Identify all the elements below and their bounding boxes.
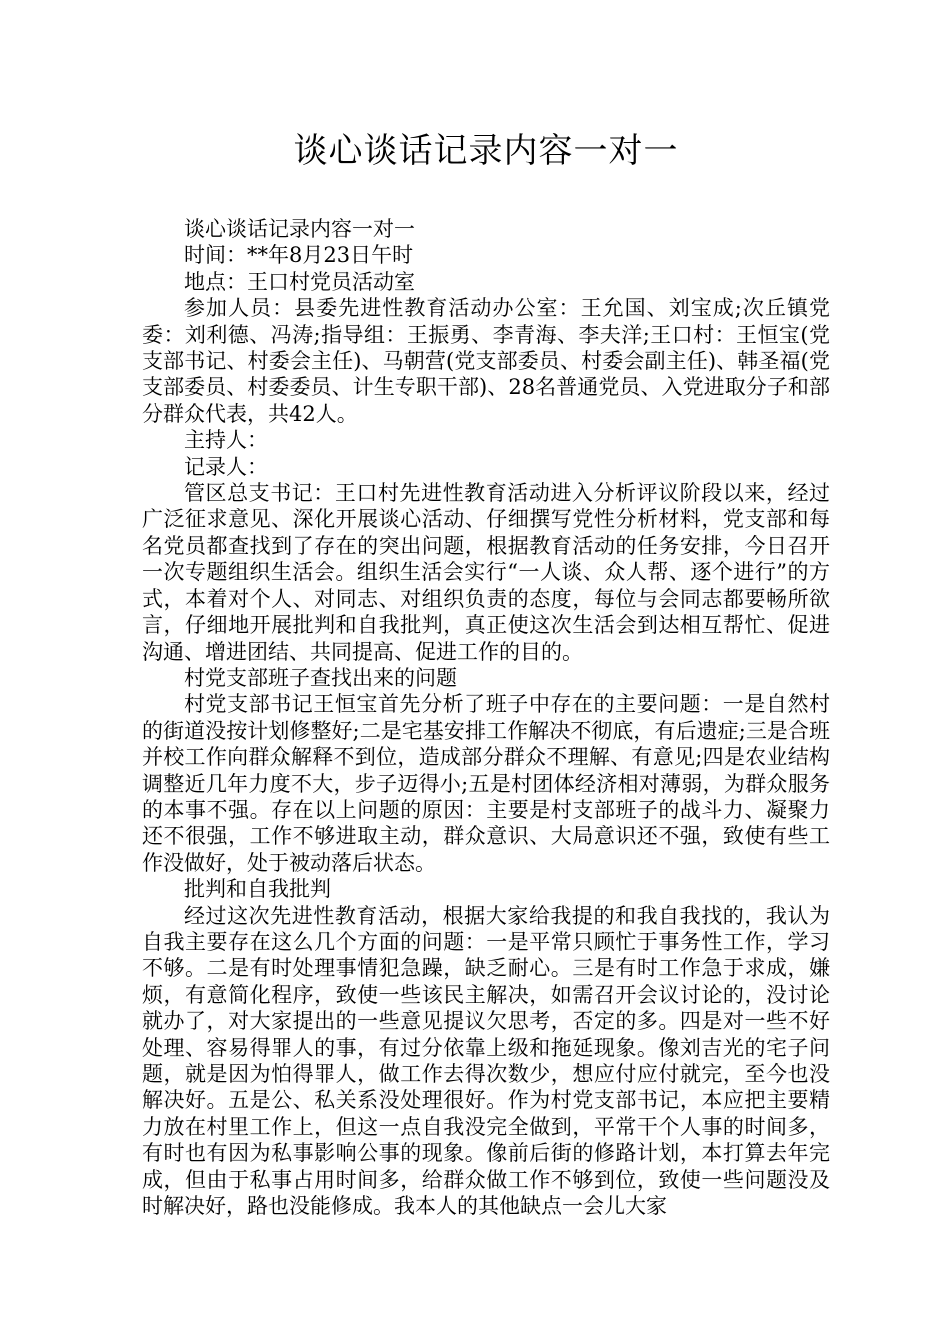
paragraph-participants: 参加人员：县委先进性教育活动办公室：王允国、刘宝成;次丘镇党委：刘利德、冯涛;指导组：王振勇、李青海、李夫洋;王口村：王恒宝(党支部书记、村委会主任)、马朝营(党支部委员、村委会副主任)、韩圣福(党支部委员、村委委员、计生专职干部)、28名普通党员、入党进取分子和部分群众代表，共42人。 bbox=[142, 296, 830, 426]
section-heading-criticism: 批判和自我批判 bbox=[184, 877, 331, 902]
document-page bbox=[142, 126, 830, 1219]
paragraph-recorder: 记录人： bbox=[184, 454, 268, 479]
paragraph-host: 主持人： bbox=[184, 428, 268, 453]
document-title: 谈心谈话记录内容一对一 bbox=[293, 131, 679, 171]
paragraph-self-criticism: 经过这次先进性教育活动，根据大家给我提的和我自我找的，我认为自我主要存在这么几个方面的问题：一是平常只顾忙于事务性工作，学习不够。二是有时处理事情犯急躁，缺乏耐心。三是有时工作急于求成，嫌烦，有意简化程序，致使一些该民主解决，如需召开会议讨论的，没讨论就办了，对大家提出的一些意见提议欠思考，否定的多。四是对一些不好处理、容易得罪人的事，有过分依靠上级和拖延现象。像刘吉光的宅子问题，就是因为怕得罪人，做工作去得次数少，想应付应付就完，至今也没解决好。五是公、私关系没处理很好。作为村党支部书记，本应把主要精力放在村里工作上，但这一点自我没完全做到，平常干个人事的时间多，有时也有因为私事影响公事的现象。像前后街的修路计划，本打算去年完成，但由于私事占用时间多，给群众做工作不够到位，致使一些问题没及时解决好，路也没能修成。我本人的其他缺点一会儿大家 bbox=[142, 903, 830, 1219]
document-body bbox=[142, 216, 830, 1219]
paragraph-time: 时间：**年8月23日午时 bbox=[184, 243, 414, 268]
paragraph-opening-remarks: 管区总支书记：王口村先进性教育活动进入分析评议阶段以来，经过广泛征求意见、深化开展谈心活动、仔细撰写党性分析材料，党支部和每名党员都查找到了存在的突出问题，根据教育活动的任务安排，今日召开一次专题组织生活会。组织生活会实行“一人谈、众人帮、逐个进行”的方式，本着对个人、对同志、对组织负责的态度，每位与会同志都要畅所欲言，仔细地开展批判和自我批判，真正使这次生活会到达相互帮忙、促进沟通、增进团结、共同提高、促进工作的目的。 bbox=[142, 481, 830, 664]
paragraph-subtitle: 谈心谈话记录内容一对一 bbox=[184, 217, 415, 241]
section-heading-problems: 村党支部班子查找出来的问题 bbox=[184, 665, 457, 690]
paragraph-location: 地点：王口村党员活动室 bbox=[184, 269, 415, 294]
paragraph-problems: 村党支部书记王恒宝首先分析了班子中存在的主要问题：一是自然村的街道没按计划修整好;二是宅基安排工作解决不彻底，有后遗症;三是合班并校工作向群众解释不到位，造成部分群众不理解、有意见;四是农业结构调整近几年力度不大，步子迈得小;五是村团体经济相对薄弱，为群众服务的本事不强。存在以上问题的原因：主要是村支部班子的战斗力、凝聚力还不很强，工作不够进取主动，群众意识、大局意识还不强，致使有些工作没做好，处于被动落后状态。 bbox=[142, 692, 830, 875]
